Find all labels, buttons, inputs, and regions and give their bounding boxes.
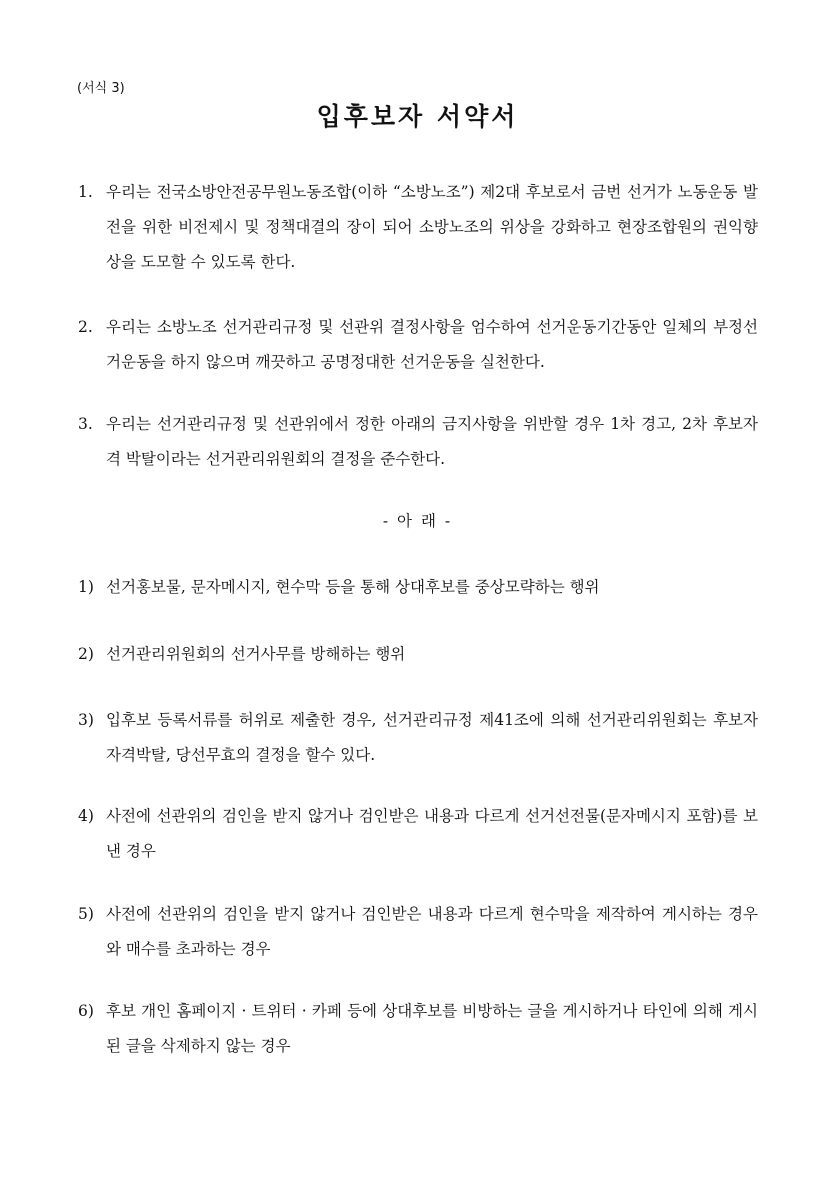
document-title: 입후보자 서약서 xyxy=(316,102,519,131)
pledge-item-2 xyxy=(78,310,758,380)
prohibition-number: 4) xyxy=(78,807,94,825)
pledge-text: 우리는 소방노조 선거관리규정 및 선관위 결정사항을 엄수하여 선거운동기간동안 일체의 부정선거운동을 하지 않으며 깨끗하고 공명정대한 선거운동을 실천한다. xyxy=(106,318,758,371)
pledge-text: 우리는 전국소방안전공무원노동조합(이하 “소방노조”) 제2대 후보로서 금번 선거가 노동운동 발전을 위한 비전제시 및 정책대결의 장이 되어 소방노조의 위상을 강화하고 현장조합원의 권익향상을 도모할 수 있도록 한다. xyxy=(106,183,758,271)
pledge-item-1 xyxy=(78,175,758,280)
pledge-number: 1. xyxy=(78,183,93,201)
prohibition-item-2 xyxy=(78,637,758,672)
pledge-text: 우리는 선거관리규정 및 선관위에서 정한 아래의 금지사항을 위반할 경우 1차 경고, 2차 후보자격 박탈이라는 선거관리위원회의 결정을 준수한다. xyxy=(106,415,758,468)
prohibition-text: 선거관리위원회의 선거사무를 방해하는 행위 xyxy=(106,645,406,663)
prohibition-text: 선거홍보물, 문자메시지, 현수막 등을 통해 상대후보를 중상모략하는 행위 xyxy=(106,578,600,596)
prohibition-item-3 xyxy=(78,703,758,773)
prohibition-text: 사전에 선관위의 검인을 받지 않거나 검인받은 내용과 다르게 현수막을 제작하여 게시하는 경우와 매수를 초과하는 경우 xyxy=(106,905,758,958)
prohibition-number: 6) xyxy=(78,1002,94,1020)
prohibition-item-5 xyxy=(78,897,758,967)
prohibition-number: 1) xyxy=(78,578,94,596)
prohibition-number: 2) xyxy=(78,645,94,663)
prohibition-number: 3) xyxy=(78,711,94,729)
below-heading: - 아 래 - xyxy=(382,512,453,530)
prohibition-item-6 xyxy=(78,994,758,1064)
pledge-number: 2. xyxy=(78,318,93,336)
form-number: (서식 3) xyxy=(77,81,125,96)
prohibition-text: 입후보 등록서류를 허위로 제출한 경우, 선거관리규정 제41조에 의해 선거관리위원회는 후보자 자격박탈, 당선무효의 결정을 할수 있다. xyxy=(106,711,758,764)
pledge-number: 3. xyxy=(78,415,93,433)
prohibition-text: 사전에 선관위의 검인을 받지 않거나 검인받은 내용과 다르게 선거선전물(문자메시지 포함)를 보낸 경우 xyxy=(106,807,758,860)
prohibition-number: 5) xyxy=(78,905,94,923)
prohibition-text: 후보 개인 홈페이지 · 트위터 · 카페 등에 상대후보를 비방하는 글을 게시하거나 타인에 의해 게시된 글을 삭제하지 않는 경우 xyxy=(106,1002,758,1055)
prohibition-item-1 xyxy=(78,570,758,605)
prohibition-item-4 xyxy=(78,799,758,869)
pledge-item-3 xyxy=(78,407,758,477)
